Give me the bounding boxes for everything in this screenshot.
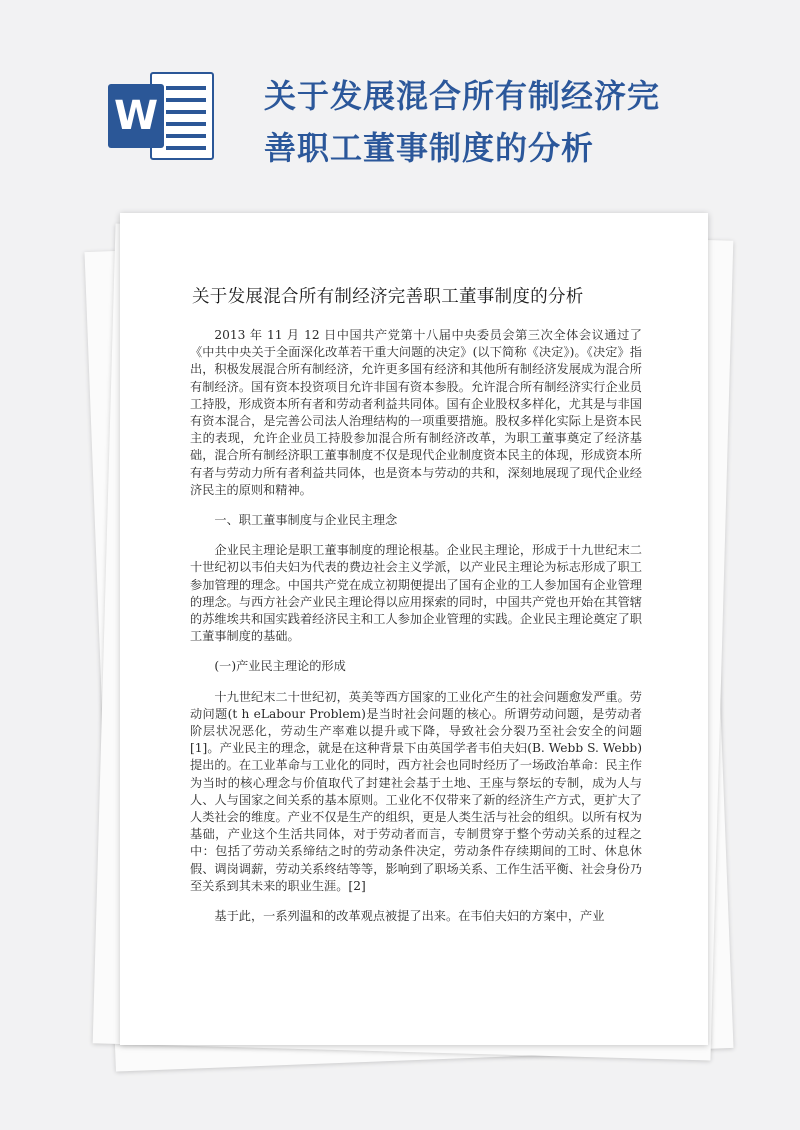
section-heading: 一、职工董事制度与企业民主理念 xyxy=(214,513,398,528)
document-page xyxy=(120,213,708,1045)
word-document-icon xyxy=(108,66,216,166)
subsection-heading: (一)产业民主理论的形成 xyxy=(214,659,346,674)
paragraph: 企业民主理论是职工董事制度的理论根基。企业民主理论，形成于十九世纪末二十世纪初以韦伯夫妇为代表的费边社会主义学派，以产业民主理论为标志形成了职工参加管理的理念。中国共产党在成立初期便提出了国有企业的工人参加国有企业管理的理念。与西方社会产业民主理论得以应用探索的同时，中国共产党也开始在其管辖的苏维埃共和国实践着经济民主和工人参加企业管理的实践。企业民主理论奠定了职工董事制度的基础。 xyxy=(190,543,642,644)
word-logo-letter: W xyxy=(108,84,164,148)
document-title: 关于发展混合所有制经济完善职工董事制度的分析 xyxy=(192,287,584,307)
paragraph: 十九世纪末二十世纪初，英美等西方国家的工业化产生的社会问题愈发严重。劳动问题(t h eLabour Problem)是当时社会问题的核心。所谓劳动问题，是劳动者阶层状况恶化，劳动生产率难以提升或下降，导致社会分裂乃至社会安全的问题[1]。产业民主的理念，就是在这种背景下由英国学者韦伯夫妇(B. Webb S. Webb)提出的。在工业革命与工业化的同时，西方社会也同时经历了一场政治革命：民主作为当时的核心理念与价值取代了封建社会基于土地、王座与祭坛的专制，成为人与人、人与国家之间关系的基本原则。工业化不仅带来了新的经济生产方式，更扩大了人类社会的维度。产业不仅是生产的组织，更是人类生活与社会的组织。以所有权为基础，产业这个生活共同体，对于劳动者而言，专制贯穿于整个劳动关系的过程之中：包括了劳动关系缔结之时的劳动条件决定，劳动条件存续期间的工时、休息休假、调岗调薪，劳动关系终结等等，影响到了职场关系、工作生活平衡、社会身份乃至关系到其未来的职业生涯。[2] xyxy=(190,689,642,893)
document-body xyxy=(190,327,642,938)
paragraph: 2013 年 11 月 12 日中国共产党第十八届中央委员会第三次全体会议通过了《中共中央关于全面深化改革若干重大问题的决定》(以下简称《决定》)。《决定》指出，积极发展混合所有制经济，允许更多国有经济和其他所有制经济发展成为混合所有制经济。国有资本投资项目允许非国有资本参股。允许混合所有制经济实行企业员工持股，形成资本所有者和劳动者利益共同体。国有企业股权多样化，尤其是与非国有资本混合，是完善公司法人治理结构的一项重要措施。股权多样化实际上是资本民主的表现，允许企业员工持股参加混合所有制经济改革，为职工董事奠定了经济基础，混合所有制经济职工董事制度不仅是现代企业制度资本民主的体现，形成资本所有者与劳动力所有者利益共同体，也是资本与劳动的共和，深刻地展现了现代企业经济民主的原则和精神。 xyxy=(190,328,642,497)
header-banner xyxy=(0,0,800,200)
header-title: 关于发展混合所有制经济完善职工董事制度的分析 xyxy=(264,77,661,167)
paragraph: 基于此，一系列温和的改革观点被提了出来。在韦伯夫妇的方案中，产业 xyxy=(214,909,605,924)
